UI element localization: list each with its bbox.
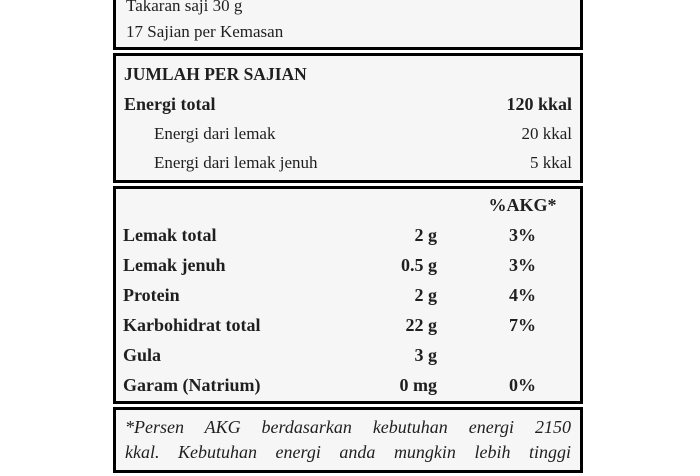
- akg-header-spacer: [123, 190, 320, 220]
- energy-from-fat-value: 20 kkal: [521, 124, 572, 143]
- nutrient-akg: 7%: [509, 315, 536, 335]
- nutrient-amount: 22 g: [405, 315, 437, 335]
- energy-from-satfat-label: Energi dari lemak jenuh: [154, 153, 318, 172]
- table-row: [123, 220, 580, 250]
- per-serving-heading: JUMLAH PER SAJIAN: [124, 64, 307, 84]
- nutrient-name: Lemak total: [123, 225, 217, 245]
- akg-header-row: [123, 190, 580, 220]
- nutrient-name: Protein: [123, 285, 180, 305]
- nutrient-amount: 2 g: [414, 225, 437, 245]
- footnote-line-1: *Persen AKG berdasarkan kebutuhan energi 2150: [125, 417, 571, 437]
- energy-total-value: 120 kkal: [506, 94, 572, 114]
- nutrient-name: Lemak jenuh: [123, 255, 226, 275]
- nutrient-akg: 3%: [509, 225, 536, 245]
- nutrient-akg: [465, 340, 580, 370]
- energy-total-label: Energi total: [124, 94, 216, 114]
- akg-header-spacer2: [320, 190, 465, 220]
- energy-from-satfat-row: [124, 148, 572, 177]
- nutrient-name: Garam (Natrium): [123, 375, 261, 395]
- nutrient-akg: 3%: [509, 255, 536, 275]
- nutrients-section: [113, 186, 583, 404]
- nutrient-akg: 0%: [509, 375, 536, 395]
- serving-size: Takaran saji 30 g: [126, 0, 243, 15]
- nutrient-name: Karbohidrat total: [123, 315, 261, 335]
- footnote-line-2: kkal. Kebutuhan energi anda mungkin lebih tinggi: [125, 442, 571, 462]
- energy-from-fat-row: [124, 119, 572, 148]
- nutrient-amount: 0 mg: [399, 375, 437, 395]
- nutrient-amount: 3 g: [414, 345, 437, 365]
- nutrition-label: [113, 0, 583, 476]
- serving-section: [113, 0, 583, 50]
- nutrient-amount: 2 g: [414, 285, 437, 305]
- energy-from-satfat-value: 5 kkal: [529, 153, 572, 172]
- energy-total-row: [124, 90, 572, 119]
- servings-per-pack: 17 Sajian per Kemasan: [126, 22, 284, 41]
- nutrient-amount: 0.5 g: [401, 255, 437, 275]
- table-row: [123, 370, 580, 400]
- footnote-section: [113, 407, 583, 473]
- per-serving-section: [113, 53, 583, 183]
- table-row: [123, 250, 580, 280]
- energy-from-fat-label: Energi dari lemak: [154, 124, 276, 143]
- table-row: [123, 280, 580, 310]
- nutrient-name: Gula: [123, 345, 162, 365]
- nutrient-akg: 4%: [509, 285, 536, 305]
- akg-header: %AKG*: [488, 195, 557, 215]
- table-row: [123, 340, 580, 370]
- table-row: [123, 310, 580, 340]
